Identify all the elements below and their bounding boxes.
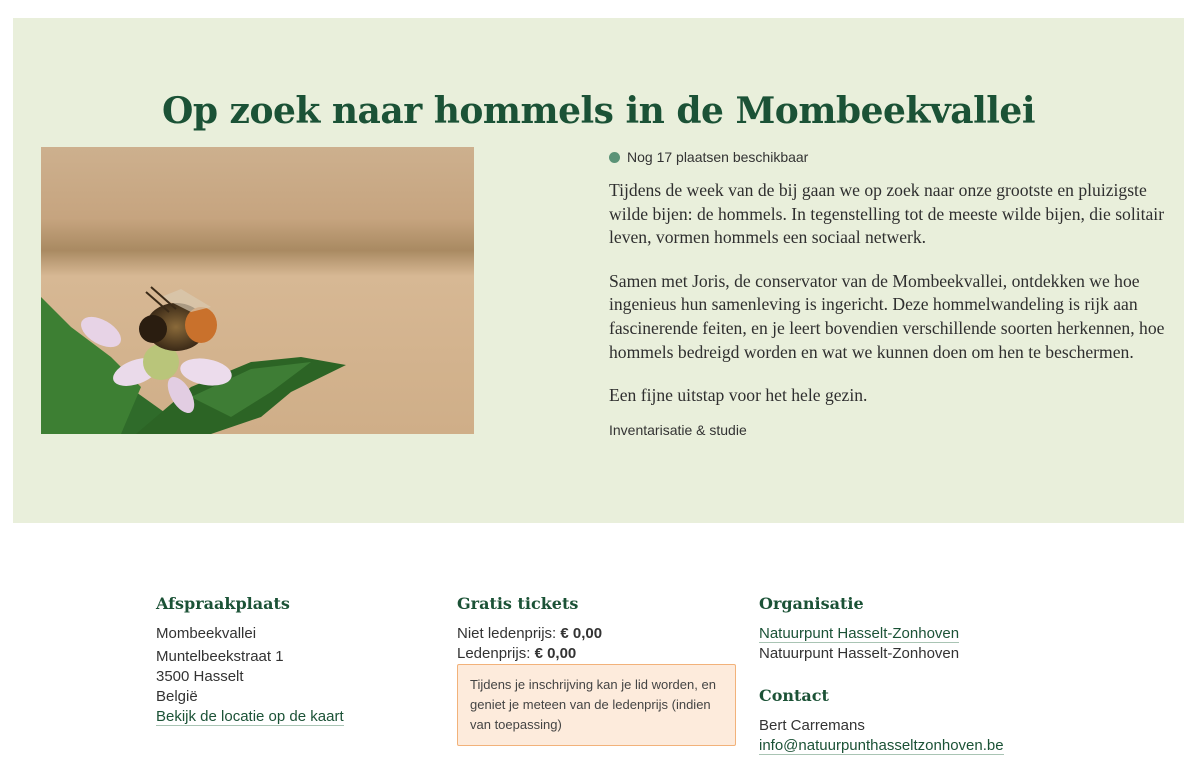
- page-title: Op zoek naar hommels in de Mombeekvallei: [161, 90, 1036, 132]
- tickets-heading: Gratis tickets: [457, 594, 579, 613]
- event-photo: [41, 147, 474, 434]
- nonmember-price-value: € 0,00: [560, 625, 603, 642]
- member-price-value: € 0,00: [534, 645, 577, 662]
- event-hero: [13, 18, 1184, 523]
- meeting-city: 3500 Hasselt: [156, 668, 244, 685]
- nonmember-price-row: [457, 624, 737, 644]
- member-price-label: Ledenprijs:: [457, 645, 531, 662]
- description-paragraph: Tijdens de week van de bij gaan we op zoek naar onze grootste en pluizigste wilde bijen: de hommels. In tegenstelling tot de meeste wilde bijen, die solitair leven, vormen hommels een sociaal netwerk.: [609, 180, 1165, 248]
- organisation-link[interactable]: Natuurpunt Hasselt-Zonhoven: [759, 625, 960, 642]
- contact-person: Bert Carremans: [759, 717, 865, 734]
- meeting-place: Mombeekvallei: [156, 625, 257, 642]
- membership-notice: Tijdens je inschrijving kan je lid worden, en geniet je meteen van de ledenprijs (indien van toepassing): [457, 664, 736, 746]
- meeting-country: België: [156, 688, 198, 705]
- bumblebee-photo-image: [41, 147, 474, 434]
- event-info: [609, 148, 1169, 438]
- event-category: Inventarisatie & studie: [609, 421, 747, 438]
- availability-dot-icon: [609, 152, 620, 163]
- contact-heading: Contact: [759, 686, 829, 705]
- event-description: [609, 179, 1169, 408]
- organisation-heading: Organisatie: [759, 594, 864, 613]
- meeting-point-section: [156, 594, 436, 727]
- contact-email-link[interactable]: info@natuurpunthasseltzonhoven.be: [759, 737, 1004, 754]
- availability-status: [609, 148, 1169, 166]
- description-paragraph: Een fijne uitstap voor het hele gezin.: [609, 385, 868, 406]
- member-price-row: [457, 644, 737, 664]
- nonmember-price-label: Niet ledenprijs:: [457, 625, 557, 642]
- meeting-point-heading: Afspraakplaats: [156, 594, 290, 613]
- tickets-section: [457, 594, 737, 746]
- organisation-name: Natuurpunt Hasselt-Zonhoven: [759, 645, 960, 662]
- availability-text: Nog 17 plaatsen beschikbaar: [627, 149, 809, 165]
- description-paragraph: Samen met Joris, de conservator van de Mombeekvallei, ontdekken we hoe ingenieus hun samenleving is ingericht. Deze hommelwandeling is rijk aan fascinerende feiten, en je leert bovendien verschillende soorten herkennen, hoe hommels bedreigd worden en wat we kunnen doen om hen te beschermen.: [609, 270, 1165, 362]
- map-link[interactable]: Bekijk de locatie op de kaart: [156, 708, 344, 725]
- meeting-street: Muntelbeekstraat 1: [156, 648, 284, 665]
- organisation-section: [759, 594, 1039, 756]
